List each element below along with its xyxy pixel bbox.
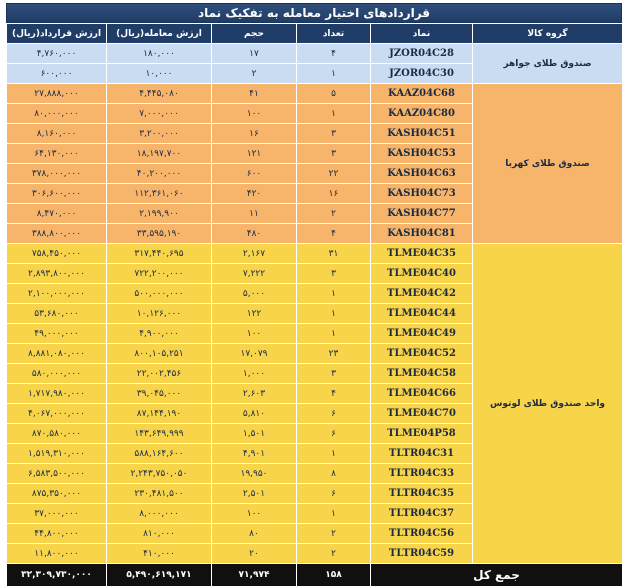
header-count: تعداد xyxy=(297,24,371,44)
contract-value-cell: ۲,۱۰۰,۰۰۰,۰۰۰ xyxy=(7,284,107,304)
contract-value-cell: ۴۴,۸۰۰,۰۰۰ xyxy=(7,524,107,544)
symbol-cell: KASH04C51 xyxy=(371,124,473,144)
trade-value-cell: ۱۰,۰۰۰ xyxy=(107,64,212,84)
symbol-cell: KASH04C77 xyxy=(371,204,473,224)
count-cell: ۳ xyxy=(297,264,371,284)
options-table xyxy=(6,23,623,587)
header-symbol: نماد xyxy=(371,24,473,44)
contract-value-cell: ۶۴,۱۳۰,۰۰۰ xyxy=(7,144,107,164)
count-cell: ۵ xyxy=(297,84,371,104)
count-cell: ۱ xyxy=(297,444,371,464)
symbol-cell: TLME04P58 xyxy=(371,424,473,444)
trade-value-cell: ۳۳,۵۹۵,۱۹۰ xyxy=(107,224,212,244)
trade-value-cell: ۸۰۰,۱۰۵,۲۵۱ xyxy=(107,344,212,364)
volume-cell: ۵,۰۰۰ xyxy=(212,284,297,304)
count-cell: ۲ xyxy=(297,204,371,224)
contract-value-cell: ۷۵۸,۴۵۰,۰۰۰ xyxy=(7,244,107,264)
volume-cell: ۲,۱۶۷ xyxy=(212,244,297,264)
trade-value-cell: ۱۴۳,۶۴۹,۹۹۹ xyxy=(107,424,212,444)
volume-cell: ۶۰۰ xyxy=(212,164,297,184)
trade-value-cell: ۱۱۲,۳۶۱,۰۶۰ xyxy=(107,184,212,204)
contract-value-cell: ۳۷۸,۰۰۰,۰۰۰ xyxy=(7,164,107,184)
volume-cell: ۴۱ xyxy=(212,84,297,104)
contract-value-cell: ۸,۸۸۱,۰۸۰,۰۰۰ xyxy=(7,344,107,364)
volume-cell: ۱,۵۰۱ xyxy=(212,424,297,444)
trade-value-cell: ۴,۹۰۰,۰۰۰ xyxy=(107,324,212,344)
symbol-cell: KASH04C81 xyxy=(371,224,473,244)
volume-cell: ۲,۶۰۳ xyxy=(212,384,297,404)
symbol-cell: TLTR04C37 xyxy=(371,504,473,524)
header-row xyxy=(7,24,623,44)
volume-cell: ۷,۲۲۲ xyxy=(212,264,297,284)
count-cell: ۲۳ xyxy=(297,344,371,364)
volume-cell: ۱۶ xyxy=(212,124,297,144)
volume-cell: ۴,۹۰۱ xyxy=(212,444,297,464)
contract-value-cell: ۶۰۰,۰۰۰ xyxy=(7,64,107,84)
symbol-cell: TLTR04C33 xyxy=(371,464,473,484)
symbol-cell: KAAZ04C80 xyxy=(371,104,473,124)
trade-value-cell: ۱۰,۱۲۶,۰۰۰ xyxy=(107,304,212,324)
symbol-cell: TLTR04C56 xyxy=(371,524,473,544)
count-cell: ۶ xyxy=(297,484,371,504)
volume-cell: ۸۰ xyxy=(212,524,297,544)
symbol-cell: KASH04C73 xyxy=(371,184,473,204)
volume-cell: ۱۰۰ xyxy=(212,104,297,124)
volume-cell: ۲۰ xyxy=(212,544,297,564)
contract-value-cell: ۴,۰۶۷,۰۰۰,۰۰۰ xyxy=(7,404,107,424)
count-cell: ۴ xyxy=(297,384,371,404)
symbol-cell: JZOR04C28 xyxy=(371,44,473,64)
count-cell: ۴ xyxy=(297,44,371,64)
volume-cell: ۱,۰۰۰ xyxy=(212,364,297,384)
symbol-cell: TLME04C44 xyxy=(371,304,473,324)
symbol-cell: TLTR04C35 xyxy=(371,484,473,504)
header-trade-value: ارزش معامله(ریال) xyxy=(107,24,212,44)
trade-value-cell: ۸۱۰,۰۰۰ xyxy=(107,524,212,544)
count-cell: ۱ xyxy=(297,504,371,524)
group-name-cell: صندوق طلای جواهر xyxy=(473,44,623,84)
trade-value-cell: ۳۹,۰۴۵,۰۰۰ xyxy=(107,384,212,404)
volume-cell: ۱۱ xyxy=(212,204,297,224)
header-contract-value: ارزش قرارداد(ریال) xyxy=(7,24,107,44)
contract-value-cell: ۳۸۸,۸۰۰,۰۰۰ xyxy=(7,224,107,244)
contract-value-cell: ۲,۸۹۳,۸۰۰,۰۰۰ xyxy=(7,264,107,284)
volume-cell: ۴۲۰ xyxy=(212,184,297,204)
count-cell: ۳ xyxy=(297,364,371,384)
group-name-cell: واحد صندوق طلای لوتوس xyxy=(473,244,623,564)
trade-value-cell: ۸۷,۱۴۴,۱۹۰ xyxy=(107,404,212,424)
volume-cell: ۵,۸۱۰ xyxy=(212,404,297,424)
count-cell: ۱ xyxy=(297,324,371,344)
trade-value-cell: ۵۸۸,۱۶۴,۶۰۰ xyxy=(107,444,212,464)
symbol-cell: JZOR04C30 xyxy=(371,64,473,84)
symbol-cell: TLME04C52 xyxy=(371,344,473,364)
symbol-cell: TLME04C35 xyxy=(371,244,473,264)
table-body xyxy=(7,44,623,564)
count-cell: ۱ xyxy=(297,304,371,324)
trade-value-cell: ۴۰,۲۰۰,۰۰۰ xyxy=(107,164,212,184)
contract-value-cell: ۸۷۵,۳۵۰,۰۰۰ xyxy=(7,484,107,504)
contract-value-cell: ۸۰,۰۰۰,۰۰۰ xyxy=(7,104,107,124)
volume-cell: ۲,۵۰۱ xyxy=(212,484,297,504)
contract-value-cell: ۲۷,۸۸۸,۰۰۰ xyxy=(7,84,107,104)
trade-value-cell: ۲۳۰,۴۸۱,۵۰۰ xyxy=(107,484,212,504)
count-cell: ۳ xyxy=(297,144,371,164)
contract-value-cell: ۸,۱۶۰,۰۰۰ xyxy=(7,124,107,144)
total-trade-value: ۵,۴۹۰,۶۱۹,۱۷۱ xyxy=(107,564,212,587)
contract-value-cell: ۴۹,۰۰۰,۰۰۰ xyxy=(7,324,107,344)
table-title: قراردادهای اختیار معامله به تفکیک نماد xyxy=(6,3,622,23)
symbol-cell: TLTR04C59 xyxy=(371,544,473,564)
symbol-cell: KASH04C53 xyxy=(371,144,473,164)
volume-cell: ۴۸۰ xyxy=(212,224,297,244)
volume-cell: ۱۹,۹۵۰ xyxy=(212,464,297,484)
symbol-cell: TLME04C42 xyxy=(371,284,473,304)
trade-value-cell: ۲,۱۹۹,۹۰۰ xyxy=(107,204,212,224)
volume-cell: ۲ xyxy=(212,64,297,84)
total-count: ۱۵۸ xyxy=(297,564,371,587)
symbol-cell: TLME04C70 xyxy=(371,404,473,424)
contract-value-cell: ۵۸۰,۰۰۰,۰۰۰ xyxy=(7,364,107,384)
trade-value-cell: ۳,۲۰۰,۰۰۰ xyxy=(107,124,212,144)
symbol-cell: KAAZ04C68 xyxy=(371,84,473,104)
contract-value-cell: ۳۷,۰۰۰,۰۰۰ xyxy=(7,504,107,524)
volume-cell: ۱۰۰ xyxy=(212,504,297,524)
header-volume: حجم xyxy=(212,24,297,44)
contract-value-cell: ۱۱,۸۰۰,۰۰۰ xyxy=(7,544,107,564)
options-table-panel xyxy=(6,3,622,587)
count-cell: ۸ xyxy=(297,464,371,484)
trade-value-cell: ۸,۰۰۰,۰۰۰ xyxy=(107,504,212,524)
contract-value-cell: ۸۷۰,۵۸۰,۰۰۰ xyxy=(7,424,107,444)
contract-value-cell: ۱,۷۱۷,۹۸۰,۰۰۰ xyxy=(7,384,107,404)
symbol-cell: TLME04C40 xyxy=(371,264,473,284)
volume-cell: ۱۷ xyxy=(212,44,297,64)
table-row xyxy=(7,84,623,104)
trade-value-cell: ۴۱۰,۰۰۰ xyxy=(107,544,212,564)
contract-value-cell: ۴,۷۶۰,۰۰۰ xyxy=(7,44,107,64)
volume-cell: ۱۲۱ xyxy=(212,144,297,164)
count-cell: ۳ xyxy=(297,124,371,144)
count-cell: ۱۶ xyxy=(297,184,371,204)
total-label: جمع کل xyxy=(371,564,623,587)
symbol-cell: TLTR04C31 xyxy=(371,444,473,464)
contract-value-cell: ۵۳,۶۸۰,۰۰۰ xyxy=(7,304,107,324)
count-cell: ۱ xyxy=(297,64,371,84)
count-cell: ۴ xyxy=(297,224,371,244)
count-cell: ۶ xyxy=(297,404,371,424)
table-row xyxy=(7,44,623,64)
table-row xyxy=(7,244,623,264)
group-name-cell: صندوق طلای کهربا xyxy=(473,84,623,244)
volume-cell: ۱۷,۰۷۹ xyxy=(212,344,297,364)
total-volume: ۷۱,۹۷۴ xyxy=(212,564,297,587)
count-cell: ۶ xyxy=(297,424,371,444)
trade-value-cell: ۲,۲۴۳,۷۵۰,۰۵۰ xyxy=(107,464,212,484)
header-group: گروه کالا xyxy=(473,24,623,44)
symbol-cell: KASH04C63 xyxy=(371,164,473,184)
contract-value-cell: ۱,۵۱۹,۳۱۰,۰۰۰ xyxy=(7,444,107,464)
contract-value-cell: ۳۰۶,۶۰۰,۰۰۰ xyxy=(7,184,107,204)
trade-value-cell: ۱۸,۱۹۷,۷۰۰ xyxy=(107,144,212,164)
trade-value-cell: ۴,۴۴۵,۰۸۰ xyxy=(107,84,212,104)
volume-cell: ۱۰۰ xyxy=(212,324,297,344)
count-cell: ۲ xyxy=(297,544,371,564)
contract-value-cell: ۸,۴۷۰,۰۰۰ xyxy=(7,204,107,224)
trade-value-cell: ۱۸۰,۰۰۰ xyxy=(107,44,212,64)
contract-value-cell: ۶,۵۸۳,۵۰۰,۰۰۰ xyxy=(7,464,107,484)
symbol-cell: TLME04C58 xyxy=(371,364,473,384)
symbol-cell: TLME04C66 xyxy=(371,384,473,404)
total-contract-value: ۳۲,۳۰۹,۷۳۰,۰۰۰ xyxy=(7,564,107,587)
count-cell: ۱ xyxy=(297,104,371,124)
trade-value-cell: ۳۱۷,۴۴۰,۶۹۵ xyxy=(107,244,212,264)
trade-value-cell: ۵۰۰,۰۰۰,۰۰۰ xyxy=(107,284,212,304)
symbol-cell: TLME04C49 xyxy=(371,324,473,344)
trade-value-cell: ۷,۰۰۰,۰۰۰ xyxy=(107,104,212,124)
trade-value-cell: ۲۲,۰۰۲,۴۵۶ xyxy=(107,364,212,384)
count-cell: ۲۲ xyxy=(297,164,371,184)
volume-cell: ۱۲۲ xyxy=(212,304,297,324)
count-cell: ۱ xyxy=(297,284,371,304)
count-cell: ۳۱ xyxy=(297,244,371,264)
trade-value-cell: ۷۲۲,۲۰۰,۰۰۰ xyxy=(107,264,212,284)
count-cell: ۲ xyxy=(297,524,371,544)
total-row xyxy=(7,564,623,587)
